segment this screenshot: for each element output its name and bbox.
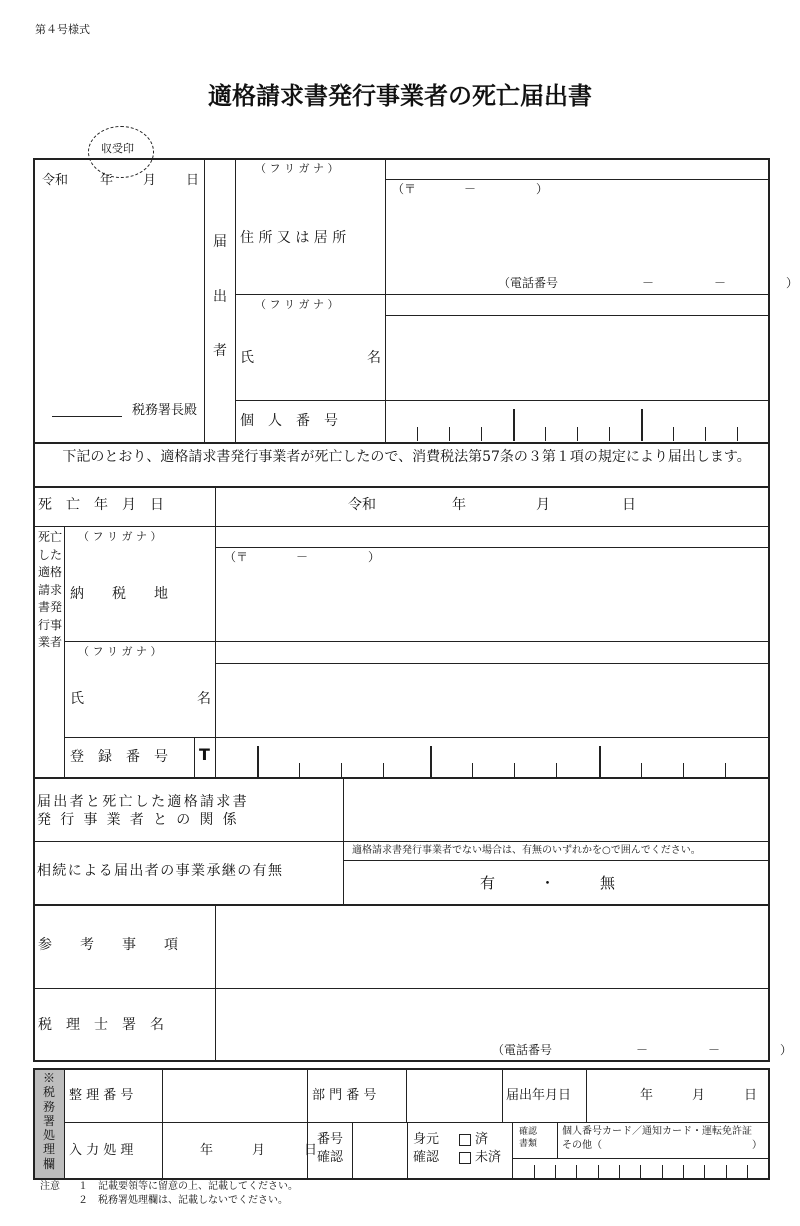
succession-label: 相続による届出者の事業承継の有無 xyxy=(37,863,284,879)
received-stamp-label: 収受印 xyxy=(101,142,134,155)
address-label: 住 所 又 は 居 所 xyxy=(240,230,347,246)
office-done[interactable]: 済 xyxy=(459,1133,488,1146)
death-era: 令和 xyxy=(348,497,376,513)
address-furigana-label: （ フ リ ガ ナ ） xyxy=(255,162,339,175)
name-label-left: 氏 xyxy=(240,350,254,366)
office-input-ymd: 年 月 日 xyxy=(200,1143,318,1158)
office-file-number: 整 理 番 号 xyxy=(69,1088,134,1103)
relation-label-1: 届出者と死亡した適格請求書 xyxy=(37,794,249,810)
office-doc-line-2: その他（ ） xyxy=(562,1140,762,1151)
receipt-year: 年 xyxy=(100,173,114,188)
receipt-month: 月 xyxy=(143,173,157,188)
death-date-label: 死 亡 年 月 日 xyxy=(38,497,164,513)
office-doc-type-1: 確認 xyxy=(519,1127,538,1137)
death-month: 月 xyxy=(536,497,550,513)
applicant-side-label: 届出者 xyxy=(213,234,227,360)
note-1: １ 記載要領等に留意の上、記載してください。 xyxy=(78,1181,298,1192)
office-input: 入 力 処 理 xyxy=(69,1143,134,1158)
tax-office-addressee: 税務署長殿 xyxy=(132,403,198,418)
applicant-postal: （〒 － ） xyxy=(392,182,549,196)
office-filing-ymd: 年 月 日 xyxy=(640,1088,758,1103)
done-checkbox[interactable] xyxy=(459,1134,471,1146)
death-year: 年 xyxy=(452,497,466,513)
office-id-number-field[interactable] xyxy=(513,1159,769,1179)
succession-options[interactable]: 有 ・ 無 xyxy=(480,874,616,892)
reg-prefix: T xyxy=(199,745,210,764)
deceased-name-furigana-label: （ フ リ ガ ナ ） xyxy=(78,645,162,658)
name-label-right: 名 xyxy=(367,350,381,366)
form-number: 第４号様式 xyxy=(35,23,90,36)
office-not-done[interactable]: 未済 xyxy=(459,1151,501,1164)
receipt-era: 令和 xyxy=(42,173,69,188)
office-doc-type-2: 書類 xyxy=(519,1139,538,1149)
tax-place-label: 納 税 地 xyxy=(70,586,168,602)
succession-note: 適格請求書発行事業者でない場合は、有無のいずれかを○で囲んでください。 xyxy=(352,845,701,856)
tax-accountant-label: 税 理 士 署 名 xyxy=(38,1017,164,1033)
office-filing-date: 届出年月日 xyxy=(506,1088,572,1103)
applicant-phone: （電話番号 － － ） xyxy=(498,276,799,290)
statement-text: 下記のとおり、適格請求書発行事業者が死亡したので、消費税法第57条の３第１項の規定により届出します。 xyxy=(62,449,751,465)
office-number-confirm-2: 確認 xyxy=(317,1150,344,1165)
office-doc-line-1: 個人番号カード／通知カード・運転免許証 xyxy=(562,1126,752,1137)
deceased-name-label-left: 氏 xyxy=(70,691,84,707)
office-number-confirm-1: 番号 xyxy=(317,1132,344,1147)
receipt-day: 日 xyxy=(186,173,200,188)
note-2: ２ 税務署処理欄は、記載しないでください。 xyxy=(78,1195,288,1206)
office-dept-number: 部 門 番 号 xyxy=(312,1088,377,1103)
notes-label: 注意 xyxy=(40,1181,60,1192)
office-identity-2: 確認 xyxy=(413,1150,440,1165)
registration-number-field[interactable] xyxy=(216,738,769,777)
deceased-postal: （〒 － ） xyxy=(224,550,381,564)
tax-accountant-phone: （電話番号 － － ） xyxy=(492,1043,793,1057)
reg-number-label: 登 録 番 号 xyxy=(70,749,168,765)
relation-label-2: 発行事業者との関係 xyxy=(37,812,246,828)
office-use-header: ※税務署処理欄 xyxy=(42,1071,55,1171)
death-day: 日 xyxy=(622,497,636,513)
personal-number-field[interactable] xyxy=(386,401,769,441)
page-title: 適格請求書発行事業者の死亡届出書 xyxy=(208,81,592,110)
not-done-checkbox[interactable] xyxy=(459,1152,471,1164)
personal-number-label: 個 人 番 号 xyxy=(240,413,338,429)
name-furigana-label: （ フ リ ガ ナ ） xyxy=(255,298,339,311)
tax-place-furigana-label: （ フ リ ガ ナ ） xyxy=(78,530,162,543)
deceased-side-label: 死亡した適格請求書発行事業者 xyxy=(38,530,63,649)
office-identity-1: 身元 xyxy=(413,1132,440,1147)
deceased-name-label-right: 名 xyxy=(197,691,211,707)
remarks-label: 参 考 事 項 xyxy=(38,937,178,953)
